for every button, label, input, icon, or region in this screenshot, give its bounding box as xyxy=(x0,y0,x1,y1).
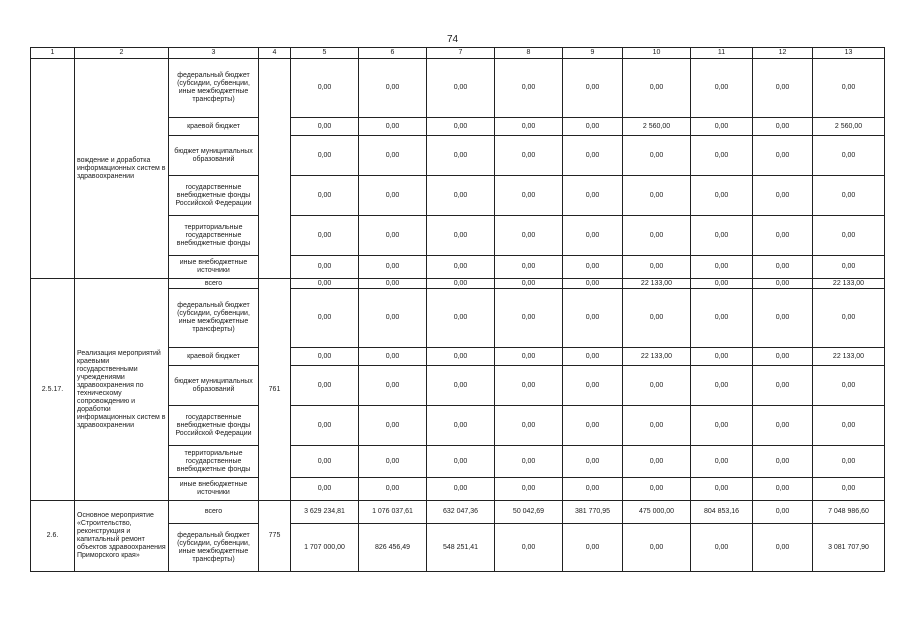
funding-source: краевой бюджет xyxy=(169,118,259,136)
budget-table xyxy=(30,47,885,572)
value-cell: 0,00 xyxy=(291,136,359,176)
column-number-9: 9 xyxy=(563,48,623,59)
grbs-code xyxy=(259,59,291,279)
value-cell: 0,00 xyxy=(291,59,359,118)
grbs-code: 775 xyxy=(259,501,291,572)
value-cell: 0,00 xyxy=(427,348,495,366)
value-cell: 1 707 000,00 xyxy=(291,524,359,572)
value-cell: 3 081 707,90 xyxy=(813,524,885,572)
value-cell: 0,00 xyxy=(813,406,885,446)
value-cell: 0,00 xyxy=(623,478,691,501)
value-cell: 0,00 xyxy=(359,216,427,256)
value-cell: 804 853,16 xyxy=(691,501,753,524)
value-cell: 0,00 xyxy=(359,279,427,289)
value-cell: 0,00 xyxy=(427,406,495,446)
value-cell: 0,00 xyxy=(291,348,359,366)
value-cell: 0,00 xyxy=(813,59,885,118)
value-cell: 0,00 xyxy=(495,446,563,478)
funding-source: государственные внебюджетные фонды Российской Федерации xyxy=(169,406,259,446)
value-cell: 0,00 xyxy=(359,478,427,501)
funding-source: иные внебюджетные источники xyxy=(169,478,259,501)
value-cell: 0,00 xyxy=(495,348,563,366)
value-cell: 0,00 xyxy=(427,216,495,256)
value-cell: 0,00 xyxy=(495,118,563,136)
table-row xyxy=(31,279,885,289)
value-cell: 0,00 xyxy=(691,136,753,176)
value-cell: 0,00 xyxy=(691,279,753,289)
value-cell: 0,00 xyxy=(563,366,623,406)
value-cell: 0,00 xyxy=(563,446,623,478)
value-cell: 3 629 234,81 xyxy=(291,501,359,524)
column-number-2: 2 xyxy=(75,48,169,59)
table-row xyxy=(31,59,885,118)
column-number-6: 6 xyxy=(359,48,427,59)
value-cell: 50 042,69 xyxy=(495,501,563,524)
value-cell: 22 133,00 xyxy=(813,279,885,289)
value-cell: 0,00 xyxy=(753,118,813,136)
value-cell: 0,00 xyxy=(691,478,753,501)
value-cell: 0,00 xyxy=(427,118,495,136)
value-cell: 0,00 xyxy=(359,136,427,176)
value-cell: 0,00 xyxy=(359,59,427,118)
value-cell: 0,00 xyxy=(495,279,563,289)
column-number-13: 13 xyxy=(813,48,885,59)
column-number-8: 8 xyxy=(495,48,563,59)
value-cell: 0,00 xyxy=(495,406,563,446)
value-cell: 0,00 xyxy=(753,279,813,289)
column-number-row xyxy=(31,48,885,59)
funding-source: иные внебюджетные источники xyxy=(169,256,259,279)
column-number-11: 11 xyxy=(691,48,753,59)
value-cell: 0,00 xyxy=(427,289,495,348)
value-cell: 2 560,00 xyxy=(813,118,885,136)
table-body xyxy=(31,48,885,572)
value-cell: 0,00 xyxy=(753,176,813,216)
value-cell: 7 048 986,60 xyxy=(813,501,885,524)
value-cell: 0,00 xyxy=(691,256,753,279)
value-cell: 0,00 xyxy=(291,256,359,279)
value-cell: 0,00 xyxy=(427,478,495,501)
funding-source: территориальные государственные внебюджетные фонды xyxy=(169,446,259,478)
column-number-3: 3 xyxy=(169,48,259,59)
value-cell: 0,00 xyxy=(495,366,563,406)
value-cell: 0,00 xyxy=(563,216,623,256)
funding-source: федеральный бюджет (субсидии, субвенции, иные межбюджетные трансферты) xyxy=(169,524,259,572)
value-cell: 0,00 xyxy=(359,256,427,279)
value-cell: 0,00 xyxy=(813,289,885,348)
column-number-5: 5 xyxy=(291,48,359,59)
value-cell: 0,00 xyxy=(623,59,691,118)
value-cell: 0,00 xyxy=(427,279,495,289)
value-cell: 0,00 xyxy=(291,478,359,501)
value-cell: 0,00 xyxy=(359,366,427,406)
value-cell: 0,00 xyxy=(563,478,623,501)
value-cell: 0,00 xyxy=(563,59,623,118)
value-cell: 0,00 xyxy=(359,348,427,366)
value-cell: 0,00 xyxy=(813,446,885,478)
value-cell: 0,00 xyxy=(691,59,753,118)
value-cell: 0,00 xyxy=(427,256,495,279)
value-cell: 0,00 xyxy=(623,256,691,279)
value-cell: 0,00 xyxy=(563,406,623,446)
funding-source: бюджет муниципальных образований xyxy=(169,136,259,176)
value-cell: 381 770,95 xyxy=(563,501,623,524)
measure-name: Основное мероприятие «Строительство, реконструкция и капитальный ремонт объектов здравоохранения Приморского края» xyxy=(75,501,169,572)
value-cell: 0,00 xyxy=(691,524,753,572)
funding-source: всего xyxy=(169,501,259,524)
value-cell: 0,00 xyxy=(753,478,813,501)
value-cell: 475 000,00 xyxy=(623,501,691,524)
value-cell: 1 076 037,61 xyxy=(359,501,427,524)
value-cell: 0,00 xyxy=(623,366,691,406)
measure-name: Реализация мероприятий краевыми государственными учреждениями здравоохранения по техническому сопровождению и доработки информационных систем в здравоохранении xyxy=(75,279,169,501)
value-cell: 548 251,41 xyxy=(427,524,495,572)
value-cell: 0,00 xyxy=(623,524,691,572)
value-cell: 0,00 xyxy=(691,216,753,256)
value-cell: 0,00 xyxy=(291,406,359,446)
value-cell: 0,00 xyxy=(753,256,813,279)
funding-source: всего xyxy=(169,279,259,289)
value-cell: 0,00 xyxy=(359,406,427,446)
value-cell: 0,00 xyxy=(563,118,623,136)
value-cell: 0,00 xyxy=(691,289,753,348)
value-cell: 0,00 xyxy=(427,176,495,216)
value-cell: 0,00 xyxy=(495,59,563,118)
value-cell: 0,00 xyxy=(359,176,427,216)
value-cell: 0,00 xyxy=(495,256,563,279)
value-cell: 0,00 xyxy=(291,216,359,256)
value-cell: 0,00 xyxy=(623,216,691,256)
value-cell: 0,00 xyxy=(359,446,427,478)
funding-source: государственные внебюджетные фонды Российской Федерации xyxy=(169,176,259,216)
value-cell: 0,00 xyxy=(813,176,885,216)
value-cell: 0,00 xyxy=(563,279,623,289)
value-cell: 0,00 xyxy=(291,279,359,289)
column-number-10: 10 xyxy=(623,48,691,59)
value-cell: 0,00 xyxy=(753,524,813,572)
value-cell: 22 133,00 xyxy=(623,279,691,289)
funding-source: территориальные государственные внебюджетные фонды xyxy=(169,216,259,256)
value-cell: 0,00 xyxy=(753,366,813,406)
value-cell: 0,00 xyxy=(691,118,753,136)
value-cell: 22 133,00 xyxy=(623,348,691,366)
value-cell: 0,00 xyxy=(427,366,495,406)
value-cell: 0,00 xyxy=(495,216,563,256)
measure-code: 2.5.17. xyxy=(31,279,75,501)
value-cell: 0,00 xyxy=(623,136,691,176)
value-cell: 0,00 xyxy=(691,348,753,366)
value-cell: 0,00 xyxy=(427,59,495,118)
value-cell: 0,00 xyxy=(753,501,813,524)
value-cell: 0,00 xyxy=(691,446,753,478)
value-cell: 0,00 xyxy=(753,446,813,478)
value-cell: 0,00 xyxy=(753,348,813,366)
value-cell: 0,00 xyxy=(359,118,427,136)
column-number-12: 12 xyxy=(753,48,813,59)
measure-code: 2.6. xyxy=(31,501,75,572)
value-cell: 0,00 xyxy=(291,366,359,406)
value-cell: 0,00 xyxy=(753,136,813,176)
value-cell: 2 560,00 xyxy=(623,118,691,136)
value-cell: 0,00 xyxy=(291,289,359,348)
value-cell: 0,00 xyxy=(623,406,691,446)
value-cell: 0,00 xyxy=(691,366,753,406)
funding-source: федеральный бюджет (субсидии, субвенции, иные межбюджетные трансферты) xyxy=(169,59,259,118)
value-cell: 0,00 xyxy=(813,366,885,406)
value-cell: 0,00 xyxy=(563,176,623,216)
value-cell: 0,00 xyxy=(427,136,495,176)
funding-source: федеральный бюджет (субсидии, субвенции, иные межбюджетные трансферты) xyxy=(169,289,259,348)
value-cell: 0,00 xyxy=(813,136,885,176)
measure-code xyxy=(31,59,75,279)
column-number-7: 7 xyxy=(427,48,495,59)
value-cell: 0,00 xyxy=(623,446,691,478)
grbs-code: 761 xyxy=(259,279,291,501)
value-cell: 0,00 xyxy=(563,289,623,348)
table-row xyxy=(31,501,885,524)
value-cell: 0,00 xyxy=(623,289,691,348)
value-cell: 0,00 xyxy=(291,446,359,478)
funding-source: краевой бюджет xyxy=(169,348,259,366)
value-cell: 0,00 xyxy=(359,289,427,348)
value-cell: 0,00 xyxy=(691,406,753,446)
value-cell: 826 456,49 xyxy=(359,524,427,572)
value-cell: 0,00 xyxy=(495,136,563,176)
value-cell: 0,00 xyxy=(563,256,623,279)
value-cell: 0,00 xyxy=(753,59,813,118)
page-number: 74 xyxy=(446,34,459,45)
value-cell: 0,00 xyxy=(813,256,885,279)
measure-name: вождение и доработка информационных систем в здравоохранении xyxy=(75,59,169,279)
value-cell: 0,00 xyxy=(813,216,885,256)
value-cell: 0,00 xyxy=(495,176,563,216)
value-cell: 0,00 xyxy=(691,176,753,216)
value-cell: 0,00 xyxy=(753,289,813,348)
value-cell: 0,00 xyxy=(427,446,495,478)
value-cell: 0,00 xyxy=(563,524,623,572)
value-cell: 0,00 xyxy=(563,136,623,176)
funding-source: бюджет муниципальных образований xyxy=(169,366,259,406)
value-cell: 0,00 xyxy=(563,348,623,366)
value-cell: 632 047,36 xyxy=(427,501,495,524)
value-cell: 0,00 xyxy=(495,478,563,501)
value-cell: 0,00 xyxy=(753,406,813,446)
value-cell: 0,00 xyxy=(291,176,359,216)
value-cell: 0,00 xyxy=(495,524,563,572)
value-cell: 0,00 xyxy=(291,118,359,136)
value-cell: 0,00 xyxy=(753,216,813,256)
column-number-1: 1 xyxy=(31,48,75,59)
value-cell: 0,00 xyxy=(623,176,691,216)
value-cell: 0,00 xyxy=(813,478,885,501)
value-cell: 22 133,00 xyxy=(813,348,885,366)
column-number-4: 4 xyxy=(259,48,291,59)
value-cell: 0,00 xyxy=(495,289,563,348)
